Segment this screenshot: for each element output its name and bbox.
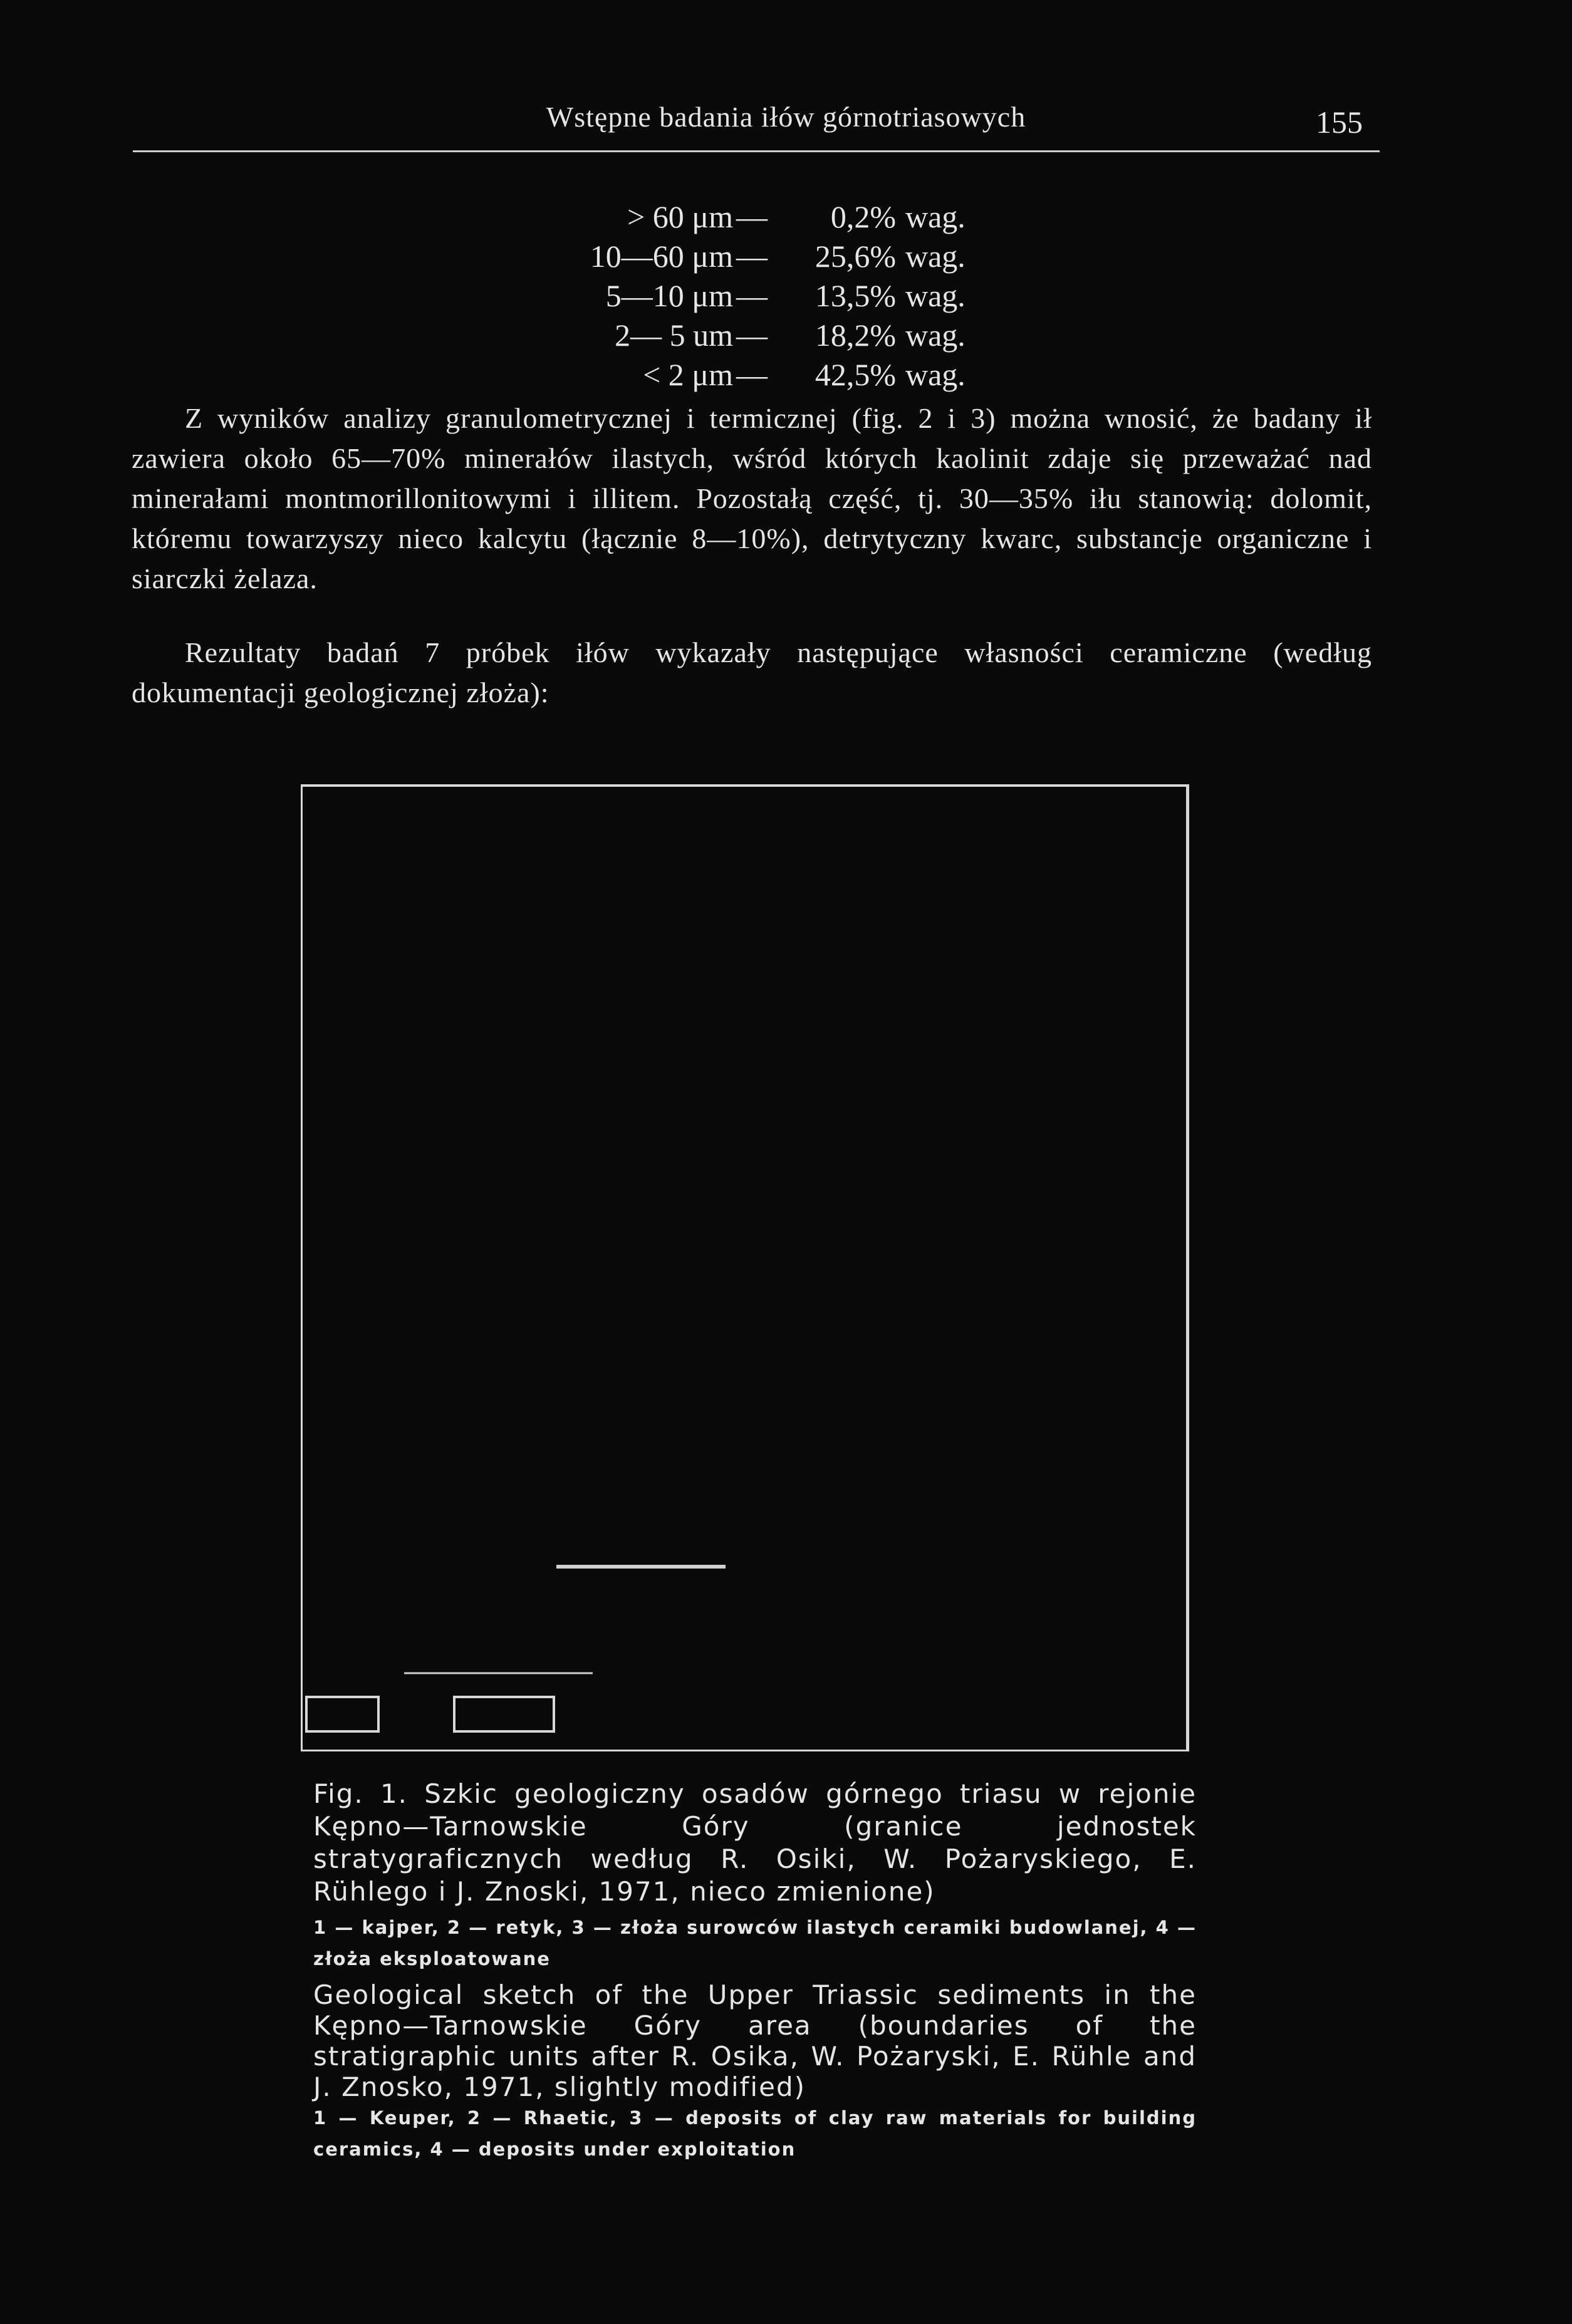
grain-dash: — xyxy=(736,239,768,274)
grain-size: > 60 μm xyxy=(627,199,733,234)
grain-dash: — xyxy=(736,199,768,234)
grain-percent: 13,5% xyxy=(815,278,896,313)
grain-unit: wag. xyxy=(905,239,966,274)
grain-percent: 18,2% xyxy=(815,318,896,353)
grain-size: 5—10 μm xyxy=(605,278,733,313)
legend-pl: 1 — kajper, 2 — retyk, 3 — złoża surowców ilastych ceramiki budowlanej, 4 — złoża eksploatowane xyxy=(313,1917,1197,1969)
grain-unit: wag. xyxy=(905,318,966,353)
grain-percent: 25,6% xyxy=(815,239,896,274)
grain-unit: wag. xyxy=(905,357,966,392)
paragraph-ceramic-properties: Rezultaty badań 7 próbek iłów wykazały następujące własności ceramiczne (według dokumentacji geologicznej złoża): xyxy=(132,636,1372,708)
grain-row xyxy=(0,276,1572,316)
grain-dash: — xyxy=(736,278,768,313)
grain-size: 10—60 μm xyxy=(590,239,733,274)
grain-row xyxy=(0,237,1572,276)
grain-size-list xyxy=(0,197,1572,398)
caption-pl-text: Fig. 1. Szkic geologiczny osadów górnego triasu w rejonie Kępno—Tarnowskie Góry (granice jednostek stratygraficznych według R. Osiki, W. Pożaryskiego, E. Rühlego i J. Znoski, 1971, nieco zmienione) xyxy=(313,1778,1197,1907)
figure-caption-pl xyxy=(313,1778,1197,1974)
legend-box-2 xyxy=(454,1697,554,1731)
page-number: 155 xyxy=(1316,105,1363,140)
grain-dash: — xyxy=(736,357,768,392)
figure-caption-en xyxy=(313,1979,1197,2165)
grain-size: 2— 5 um xyxy=(615,318,733,353)
map-artwork xyxy=(303,787,1186,1750)
grain-unit: wag. xyxy=(905,278,966,313)
grain-unit: wag. xyxy=(905,199,966,234)
grain-row xyxy=(0,355,1572,395)
header-rule xyxy=(133,150,1380,152)
grain-row xyxy=(0,316,1572,355)
caption-en-text: Geological sketch of the Upper Triassic sediments in the Kępno—Tarnowskie Góry area (boundaries of the stratigraphic units after R. Osika, W. Pożaryski, E. Rühle and J. Znosko, 1971, slightly modified) xyxy=(313,1979,1197,2102)
paragraph-analysis: Z wyników analizy granulometrycznej i termicznej (fig. 2 i 3) można wnosić, że badany ił zawiera około 65—70% minerałów ilastych, wśród których kaolinit zdaje się przeważać nad minerałami montmorillonitowymi i illitem. Pozostałą część, tj. 30—35% iłu stanowią: dolomit, któremu towarzyszy nieco kalcytu (łącznie 8—10%), detrytyczny kwarc, substancje organiczne i siarczki żelaza. xyxy=(132,402,1372,594)
grain-dash: — xyxy=(736,318,768,353)
grain-row xyxy=(0,197,1572,237)
legend-en: 1 — Keuper, 2 — Rhaetic, 3 — deposits of clay raw materials for building ceramics, 4 — deposits under exploitation xyxy=(313,2107,1197,2160)
legend-box-1 xyxy=(306,1697,378,1731)
grain-percent: 0,2% xyxy=(830,199,896,234)
running-header: Wstępne badania iłów górnotriasowych xyxy=(546,101,1026,133)
grain-size: < 2 μm xyxy=(643,357,733,392)
grain-percent: 42,5% xyxy=(815,357,896,392)
figure-1-map xyxy=(301,784,1189,1751)
